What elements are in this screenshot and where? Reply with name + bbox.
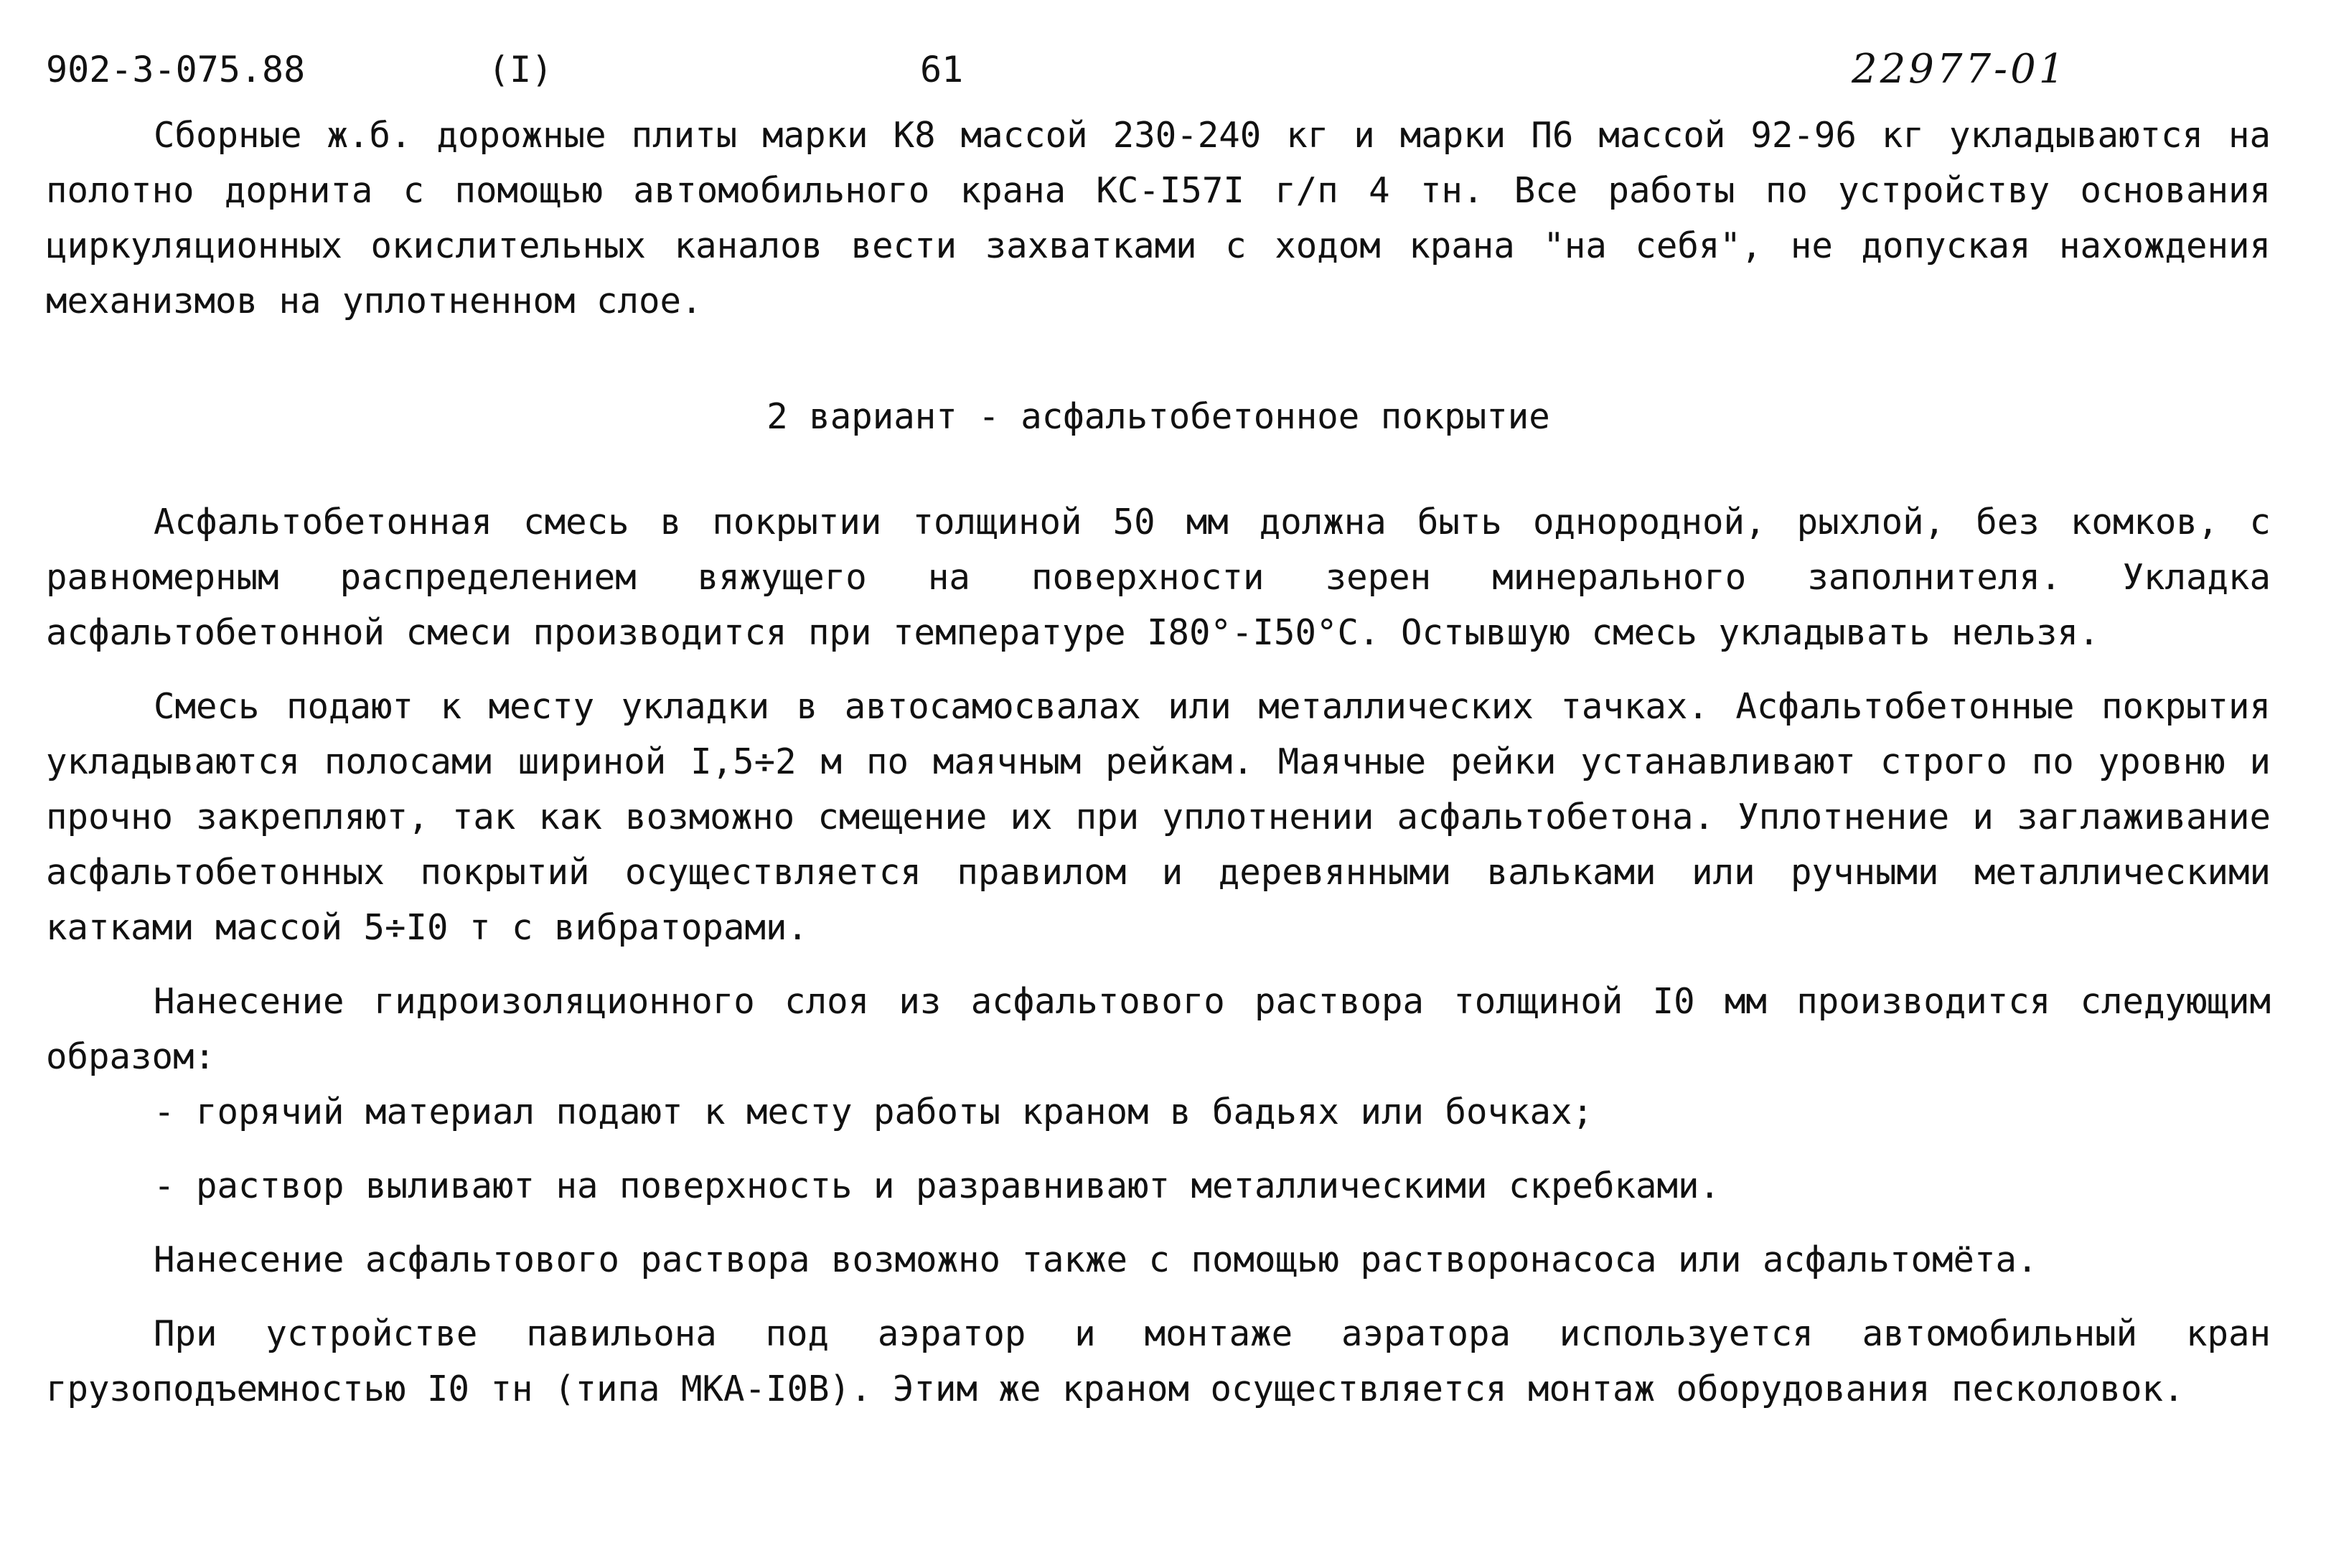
list-item: - горячий материал подают к месту работы краном в бадьях или бочках; — [154, 1092, 1594, 1132]
paragraph-asphalt-mix: Асфальтобетонная смесь в покрытии толщиной 50 мм должна быть однородной, рыхлой, без комков, с равномерным распределением вяжущего на поверхности зерен минерального заполнителя. Укладка асфальтобетонной смеси производится при температуре I80°-I50°С. Остывшую смесь укладывать нельзя. — [46, 502, 2271, 653]
section-heading: 2 вариант - асфальтобетонное покрытие — [766, 396, 1550, 437]
paragraph-aerator-crane: При устройстве павильона под аэратор и монтаже аэратора используется автомобильный кран грузоподъемностью I0 тн (типа МКА-I0В). Этим же краном осуществляется монтаж оборудования песколовок. — [46, 1313, 2271, 1409]
paragraph-road-slabs: Сборные ж.б. дорожные плиты марки К8 массой 230-240 кг и марки П6 массой 92-96 кг укладываются на полотно дорнита с помощью автомобильного крана КС-I57I г/п 4 тн. Все работы по устройству основания циркуляционных окислительных каналов вести захватками с ходом крана "на себя", не допуская нахождения механизмов на уплотненном слое. — [46, 115, 2271, 321]
page-number: 61 — [920, 49, 964, 90]
document-code: 902-3-075.88 — [46, 49, 306, 90]
list-item: - раствор выливают на поверхность и разравнивают металлическими скребками. — [154, 1165, 1721, 1206]
inventory-number: 22977-01 — [1852, 46, 2068, 93]
document-body — [46, 108, 2271, 1435]
paragraph-laying: Смесь подают к месту укладки в автосамосвалах или металлических тачках. Асфальтобетонные покрытия укладываются полосами шириной I,5÷2 м по маячным рейкам. Маячные рейки устанавливают строго по уровню и прочно закрепляют, так как возможно смещение их при уплотнении асфальтобетона. Уплотнение и заглаживание асфальтобетонных покрытий осуществляется правилом и деревянными вальками или ручными металлическими катками массой 5÷I0 т с вибраторами. — [46, 686, 2271, 948]
paragraph-asphalt-pump: Нанесение асфальтового раствора возможно также с помощью растворонасоса или асфальтомёта. — [154, 1239, 2038, 1280]
paragraph-waterproofing: Нанесение гидроизоляционного слоя из асфальтового раствора толщиной I0 мм производится следующим образом: — [46, 981, 2271, 1077]
sheet-label: (I) — [488, 49, 553, 90]
